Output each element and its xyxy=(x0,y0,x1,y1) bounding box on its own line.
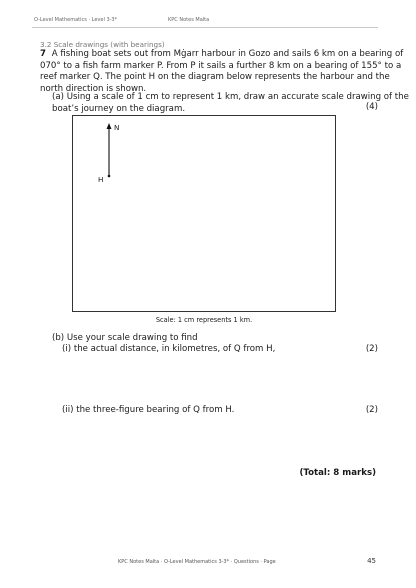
part-b-i-text: (i) the actual distance, in kilometres, of Q from H, xyxy=(62,344,276,354)
drawing-area[interactable] xyxy=(72,115,336,312)
question-number: 7 xyxy=(40,49,46,59)
question-line-2: 070° to a fish farm marker P. From P it sails a further 8 km on a bearing of 155° to a xyxy=(40,60,402,71)
question-line-4: north direction is shown. xyxy=(40,83,147,94)
north-diagram xyxy=(73,116,335,311)
part-b-ii-text: (ii) the three-figure bearing of Q from H. xyxy=(62,405,235,415)
part-b-intro: (b) Use your scale drawing to find xyxy=(52,333,198,343)
footer-text: KPC Notes Malta · O-Level Mathematics 3-3* · Questions · Page xyxy=(118,559,276,565)
part-a-line-2: boat’s journey on the diagram. xyxy=(52,103,186,114)
total-marks: (Total: 8 marks) xyxy=(299,468,376,478)
north-arrow-icon xyxy=(107,123,112,129)
harbour-point xyxy=(108,175,111,178)
harbour-label: H xyxy=(98,175,104,184)
page-number: 45 xyxy=(367,557,376,565)
part-b-i xyxy=(62,344,378,356)
part-a-marks: (4) xyxy=(365,102,378,112)
part-a-line-1: (a) Using a scale of 1 cm to represent 1 km, draw an accurate scale drawing of the xyxy=(52,92,409,102)
question-line-1: A fishing boat sets out from Mġarr harbour in Gozo and sails 6 km on a bearing of xyxy=(51,49,404,59)
question-line-3: reef marker Q. The point H on the diagram below represents the harbour and the xyxy=(40,72,390,83)
part-a xyxy=(52,92,409,116)
north-label: N xyxy=(114,123,120,132)
part-b-i-marks: (2) xyxy=(365,344,378,354)
part-b-ii xyxy=(62,405,378,417)
part-b-ii-marks: (2) xyxy=(365,405,378,415)
section-title: 3.2 Scale drawings (with bearings) xyxy=(40,40,165,49)
scale-caption: Scale: 1 cm represents 1 km. xyxy=(155,316,253,324)
header-left: O-Level Mathematics · Level 3-3* xyxy=(34,17,118,23)
header-divider xyxy=(32,27,378,28)
header-center: KPC Notes Malta xyxy=(168,17,210,23)
question-stem xyxy=(40,49,404,97)
